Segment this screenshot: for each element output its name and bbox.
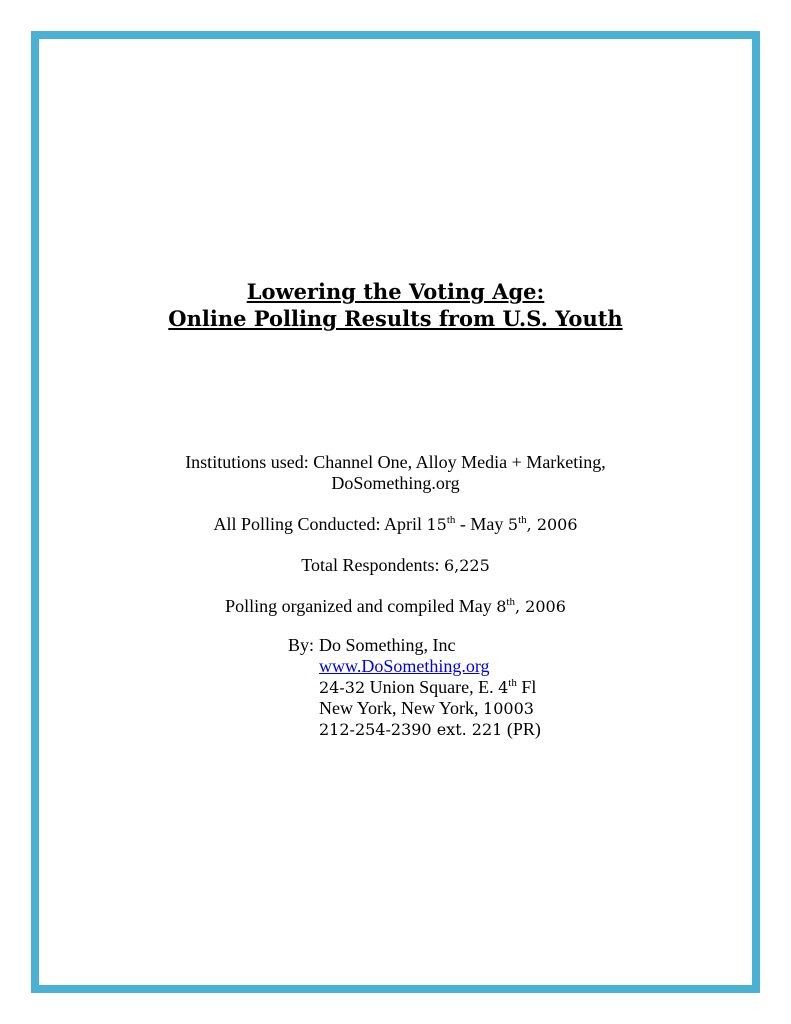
polling-year: , 2006 xyxy=(526,515,578,534)
polling-dates-prefix: All Polling Conducted: April xyxy=(213,514,427,534)
address-floor: 4 xyxy=(498,678,509,697)
phone-line xyxy=(319,719,541,740)
website-line xyxy=(319,656,490,677)
city-state: New York, New York, xyxy=(319,698,484,718)
website-link[interactable]: www.DoSomething.org xyxy=(319,656,490,676)
contact-by-line xyxy=(288,635,456,656)
compiled-year: , 2006 xyxy=(514,597,566,616)
polling-start-day: 15 xyxy=(426,515,447,534)
title-line-2: Online Polling Results from U.S. Youth xyxy=(168,306,623,331)
institutions-line-2: DoSomething.org xyxy=(331,473,460,493)
city-line xyxy=(319,698,534,719)
address-number: 24-32 xyxy=(319,678,366,697)
phone-note: (PR) xyxy=(502,719,541,739)
by-label: By: xyxy=(288,635,315,655)
address-line xyxy=(319,677,536,698)
address-floor-suffix: th xyxy=(508,677,517,689)
polling-start-suffix: th xyxy=(446,514,456,526)
respondents-label: Total Respondents: xyxy=(301,555,444,575)
compiled-line xyxy=(0,596,791,617)
institutions-line-1: Institutions used: Channel One, Alloy Media + Marketing, xyxy=(185,452,606,472)
polling-dates-line xyxy=(0,514,791,535)
compiled-prefix: Polling organized and compiled May xyxy=(225,596,497,616)
address-street: Union Square, E. xyxy=(365,677,499,697)
address-floor-end: Fl xyxy=(516,677,537,697)
polling-end-suffix: th xyxy=(518,514,527,526)
compiled-day: 8 xyxy=(496,597,507,616)
title-line-1: Lowering the Voting Age: xyxy=(246,279,545,304)
polling-end-day: 5 xyxy=(507,515,519,534)
respondents-line xyxy=(0,555,791,576)
respondents-value: 6,225 xyxy=(443,556,490,575)
compiled-suffix: th xyxy=(506,596,515,608)
zip-code: 10003 xyxy=(483,699,534,718)
document-title xyxy=(0,278,791,332)
organization-name: Do Something, Inc xyxy=(319,635,456,655)
page-border-frame xyxy=(31,31,760,993)
polling-dates-middle: - May xyxy=(455,514,508,534)
phone-number: 212-254-2390 ext. 221 xyxy=(319,720,503,739)
